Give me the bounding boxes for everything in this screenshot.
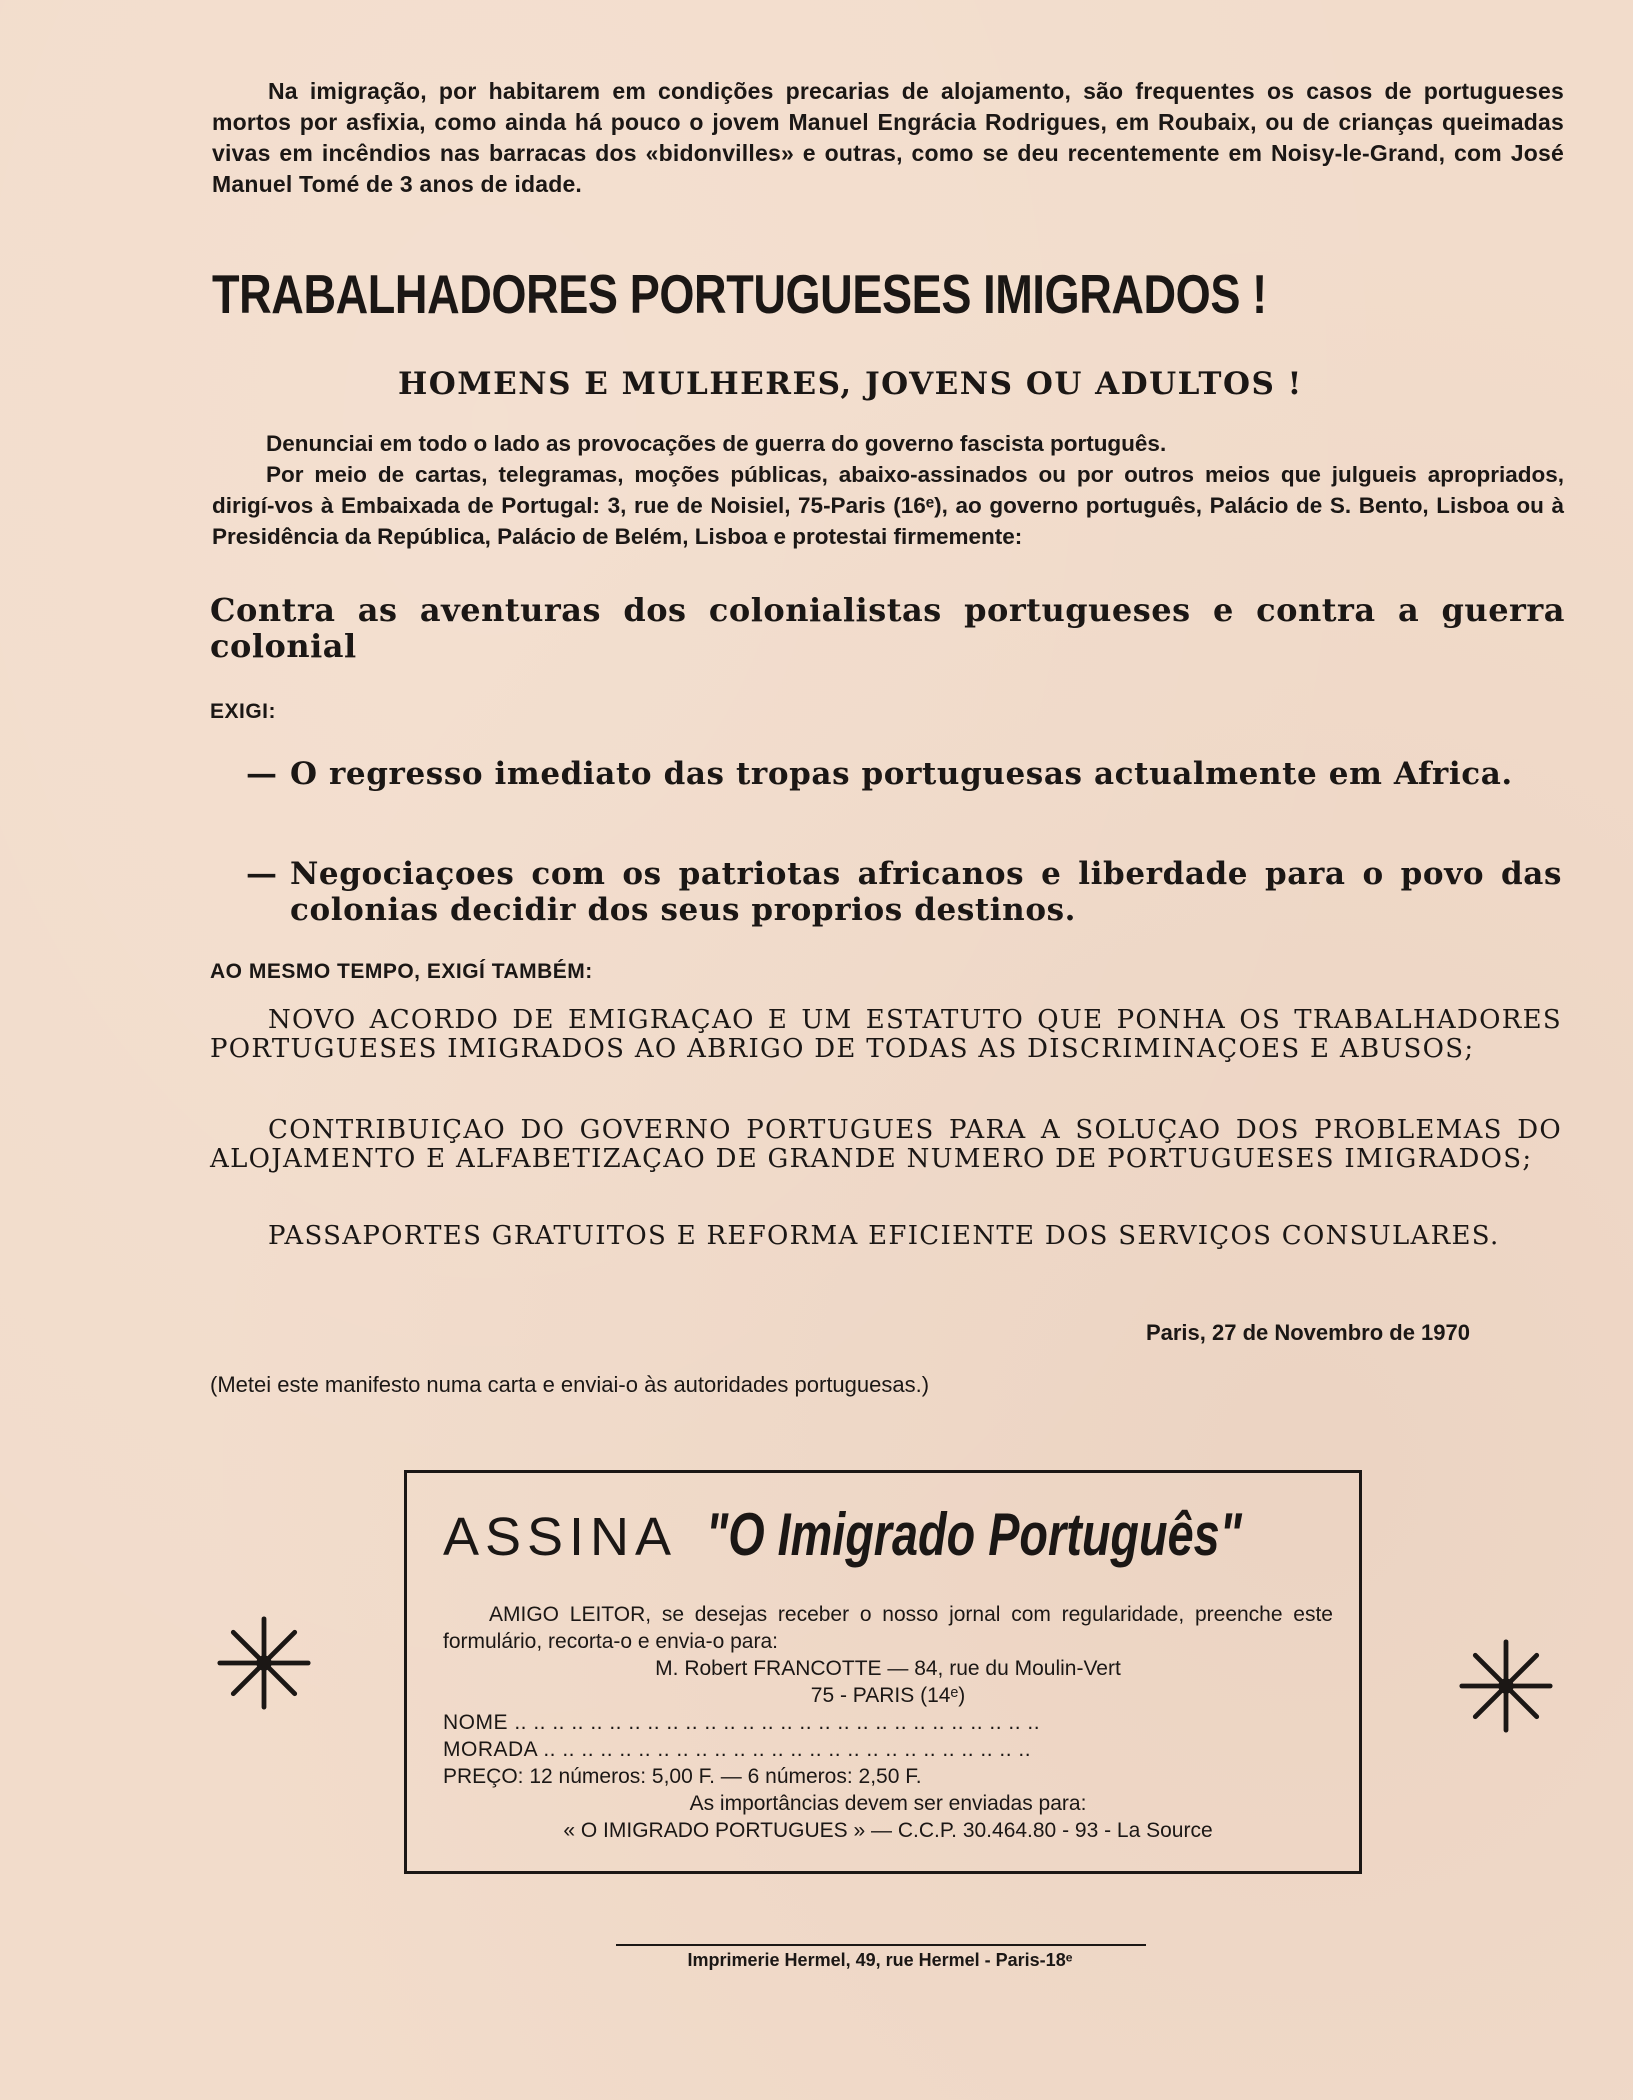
ao-mesmo-tempo-label: AO MESMO TEMPO, EXIGÍ TAMBÉM: (210, 960, 593, 983)
form-address-line-1: M. Robert FRANCOTTE — 84, rue du Moulin-Vert (655, 1657, 1121, 1680)
demand-item (246, 756, 1562, 792)
demand-text: O regresso imediato das tropas portuguesas actualmente em Africa. (290, 756, 1513, 792)
form-payment-note: As importâncias devem ser enviadas para: (689, 1792, 1087, 1815)
caps-demand-text: NOVO ACORDO DE EMIGRAÇAO E UM ESTATUTO QUE PONHA OS TRABALHADORES PORTUGUESES IMIGRADOS AO ABRIGO DE TODAS AS DISCRIMINAÇOES E ABUSOS; (210, 1005, 1562, 1064)
star-icon (216, 1615, 312, 1711)
star-icon (1458, 1638, 1554, 1734)
headline: TRABALHADORES PORTUGUESES IMIGRADOS ! (212, 263, 1267, 325)
subscription-title (443, 1497, 1343, 1589)
form-address-line-2: 75 - PARIS (14ᵉ) (810, 1684, 966, 1707)
caps-demand (210, 1006, 1562, 1064)
form-morada-field[interactable]: MORADA .. .. .. .. .. .. .. .. .. .. .. .. .. .. .. .. .. .. .. .. .. .. .. .. .. .. (443, 1738, 1032, 1761)
footer-divider (616, 1944, 1146, 1946)
intro-paragraph: Na imigração, por habitarem em condições precarias de alojamento, são frequentes os casos de portugueses mortos por asfixia, como ainda há pouco o jovem Manuel Engrácia Rodrigues, em Roubaix, ou de crianças queimadas vivas em incêndios nas barracas dos «bidonvilles» e outras, como se deu recentemente em Noisy-le-Grand, com José Manuel Tomé de 3 anos de idade. (212, 78, 1564, 197)
form-price: PREÇO: 12 números: 5,00 F. — 6 números: 2,50 F. (443, 1765, 922, 1788)
form-nome-field[interactable]: NOME .. .. .. .. .. .. .. .. .. .. .. .. .. .. .. .. .. .. .. .. .. .. .. .. .. .. .. .. (443, 1711, 1041, 1734)
form-ccp: « O IMIGRADO PORTUGUES » — C.C.P. 30.464.80 - 93 - La Source (563, 1819, 1213, 1842)
assina-label: ASSINA (443, 1507, 678, 1567)
demand-text: Negociaçoes com os patriotas africanos e liberdade para o povo das colonias decidir dos seus proprios destinos. (290, 856, 1562, 928)
caps-demand-text: CONTRIBUIÇAO DO GOVERNO PORTUGUES PARA A SOLUÇAO DOS PROBLEMAS DO ALOJAMENTO E ALFABETIZAÇAO DE GRANDE NUMERO DE PORTUGUESES IMIGRADOS; (210, 1115, 1562, 1174)
newspaper-name: "O Imigrado Português" (705, 1501, 1242, 1568)
subscription-box (404, 1470, 1362, 1874)
form-intro: AMIGO LEITOR, se desejas receber o nosso jornal com regularidade, preenche este formulário, recorta-o e envia-o para: (443, 1603, 1333, 1653)
appeal-paragraphs (212, 428, 1564, 552)
printer-imprint: Imprimerie Hermel, 49, rue Hermel - Paris-18ᵉ (687, 1950, 1073, 1970)
caps-demand (210, 1116, 1562, 1174)
note-line: (Metei este manifesto numa carta e enviai-o às autoridades portuguesas.) (210, 1372, 930, 1397)
exigi-label: EXIGI: (210, 700, 277, 723)
subheadline: HOMENS E MULHERES, JOVENS OU ADULTOS ! (398, 366, 1303, 402)
appeal-paragraph-2: Por meio de cartas, telegramas, moções públicas, abaixo-assinados ou por outros meios que julgueis apropriados, dirigí-vos à Embaixada de Portugal: 3, rue de Noisiel, 75-Paris (16ᵉ), ao governo português, Palácio de S. Bento, Lisboa ou à Presidência da República, Palácio de Belém, Lisboa e protestai firmemente: (212, 462, 1564, 549)
demand-item (246, 856, 1562, 928)
dash-glyph: — (246, 756, 278, 792)
date-line: Paris, 27 de Novembro de 1970 (1145, 1320, 1470, 1345)
contra-heading: Contra as aventuras dos colonialistas portugueses e contra a guerra colonial (210, 591, 1565, 665)
caps-demand (210, 1222, 1562, 1251)
caps-demand-text: PASSAPORTES GRATUITOS E REFORMA EFICIENTE DOS SERVIÇOS CONSULARES. (268, 1221, 1500, 1251)
dash-glyph: — (246, 856, 278, 892)
appeal-paragraph-1: Denunciai em todo o lado as provocações de guerra do governo fascista português. (266, 431, 1167, 456)
subscription-form (443, 1601, 1333, 1844)
